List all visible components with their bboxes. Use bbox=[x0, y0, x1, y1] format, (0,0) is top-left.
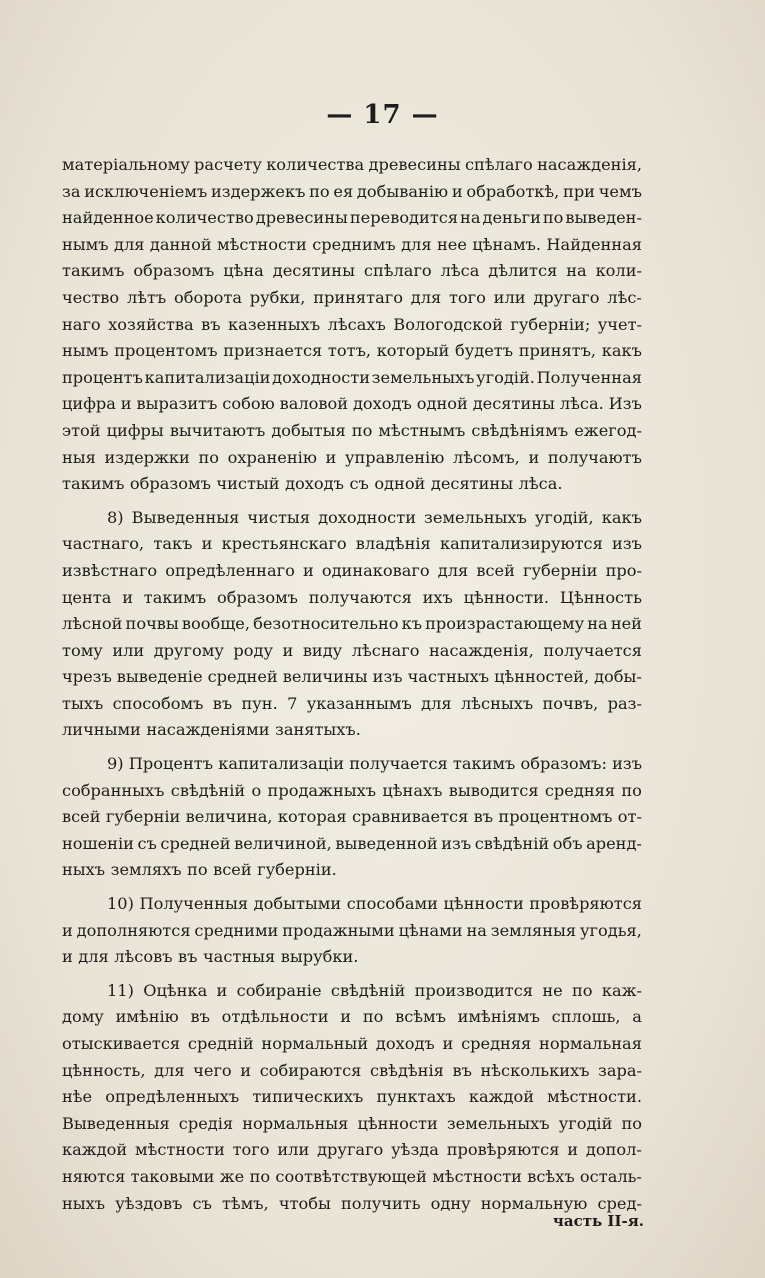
text-line: Выведенныя средія нормальныя цѣнности земельныхъ угодій по bbox=[62, 1113, 642, 1133]
text-line: лѣсной почвы вообще, безотносительно къ произрастающему на ней bbox=[62, 614, 642, 634]
text-line: и дополняются средними продажными цѣнами на земляныя угодья, bbox=[62, 920, 642, 940]
text-line: частнаго, такъ и крестьянскаго владѣнія капитализируются изъ bbox=[62, 534, 642, 554]
text-line: 10) Полученныя добытыми способами цѣнности провѣряются bbox=[107, 894, 642, 914]
text-line: цента и такимъ образомъ получаются ихъ цѣнности. Цѣнность bbox=[62, 587, 642, 607]
signature-catchword: часть II-я. bbox=[552, 1212, 644, 1230]
text-line: няются таковыми же по соотвѣтствующей мѣстности всѣхъ осталь- bbox=[62, 1166, 642, 1186]
text-line: личными насажденіями занятыхъ. bbox=[62, 720, 361, 740]
text-line: матеріальному расчету количества древесины спѣлаго насажденія, bbox=[62, 155, 642, 174]
body-text bbox=[62, 152, 642, 1224]
paragraph bbox=[62, 751, 642, 884]
text-line: ныя издержки по охраненію и управленію лѣсомъ, и получаютъ bbox=[62, 447, 642, 467]
paragraph bbox=[62, 505, 642, 744]
text-line: нымъ процентомъ признается тотъ, который будетъ принятъ, какъ bbox=[62, 341, 642, 361]
text-line: всей губерніи величина, которая сравнивается въ процентномъ от- bbox=[62, 807, 642, 827]
text-line: цѣнность, для чего и собираются свѣдѣнія въ нѣсколькихъ зара- bbox=[62, 1060, 642, 1080]
text-line: ношеніи съ средней величиной, выведенной изъ свѣдѣній объ аренд- bbox=[62, 833, 642, 853]
text-line: тому или другому роду и виду лѣснаго насажденія, получается bbox=[62, 640, 642, 660]
paragraph bbox=[62, 978, 642, 1217]
text-line: отыскивается средній нормальный доходъ и средняя нормальная bbox=[62, 1034, 642, 1053]
text-line: 8) Выведенныя чистыя доходности земельныхъ угодій, какъ bbox=[107, 507, 642, 527]
text-line: тыхъ способомъ въ пун. 7 указаннымъ для лѣсныхъ почвъ, раз- bbox=[62, 693, 642, 713]
text-line: найденное количество древесины переводится на деньги по выведен- bbox=[62, 208, 642, 228]
text-line: цифра и выразитъ собою валовой доходъ одной десятины лѣса. Изъ bbox=[62, 394, 642, 414]
text-line: нѣе опредѣленныхъ типическихъ пунктахъ каждой мѣстности. bbox=[62, 1087, 642, 1107]
text-line: такимъ образомъ цѣна десятины спѣлаго лѣса дѣлится на коли- bbox=[62, 261, 642, 281]
text-line: чрезъ выведеніе средней величины изъ частныхъ цѣнностей, добы- bbox=[62, 667, 642, 687]
text-line: чество лѣтъ оборота рубки, принятаго для того или другаго лѣс- bbox=[62, 287, 642, 307]
text-line: каждой мѣстности того или другаго уѣзда провѣряются и допол- bbox=[62, 1140, 642, 1160]
text-line: ныхъ уѣздовъ съ тѣмъ, чтобы получить одну нормальную сред- bbox=[62, 1193, 642, 1213]
text-line: такимъ образомъ чистый доходъ съ одной десятины лѣса. bbox=[62, 474, 563, 494]
text-line: и для лѣсовъ въ частныя вырубки. bbox=[62, 947, 359, 967]
paragraph bbox=[62, 891, 642, 971]
page-number: — 17 — bbox=[326, 100, 439, 130]
text-line: дому имѣнію въ отдѣльности и по всѣмъ имѣніямъ сплошь, а bbox=[62, 1007, 642, 1027]
text-line: за исключеніемъ издержекъ по ея добыванію и обработкѣ, при чемъ bbox=[62, 181, 642, 201]
text-line: 11) Оцѣнка и собираніе свѣдѣній производится не по каж- bbox=[107, 980, 642, 1000]
text-line: этой цифры вычитаютъ добытыя по мѣстнымъ свѣдѣніямъ ежегод- bbox=[62, 420, 642, 440]
paragraph bbox=[62, 152, 642, 498]
text-line: наго хозяйства въ казенныхъ лѣсахъ Вологодской губерніи; учет- bbox=[62, 314, 642, 334]
text-line: 9) Процентъ капитализаціи получается такимъ образомъ: изъ bbox=[107, 754, 642, 774]
text-line: ныхъ земляхъ по всей губерніи. bbox=[62, 860, 337, 880]
text-line: процентъ капитализаціи доходности земельныхъ угодій. Полученная bbox=[62, 367, 642, 387]
text-line: собранныхъ свѣдѣній о продажныхъ цѣнахъ выводится средняя по bbox=[62, 780, 642, 800]
text-line: нымъ для данной мѣстности среднимъ для нее цѣнамъ. Найденная bbox=[62, 234, 642, 254]
text-line: извѣстнаго опредѣленнаго и одинаковаго для всей губерніи про- bbox=[62, 560, 642, 580]
